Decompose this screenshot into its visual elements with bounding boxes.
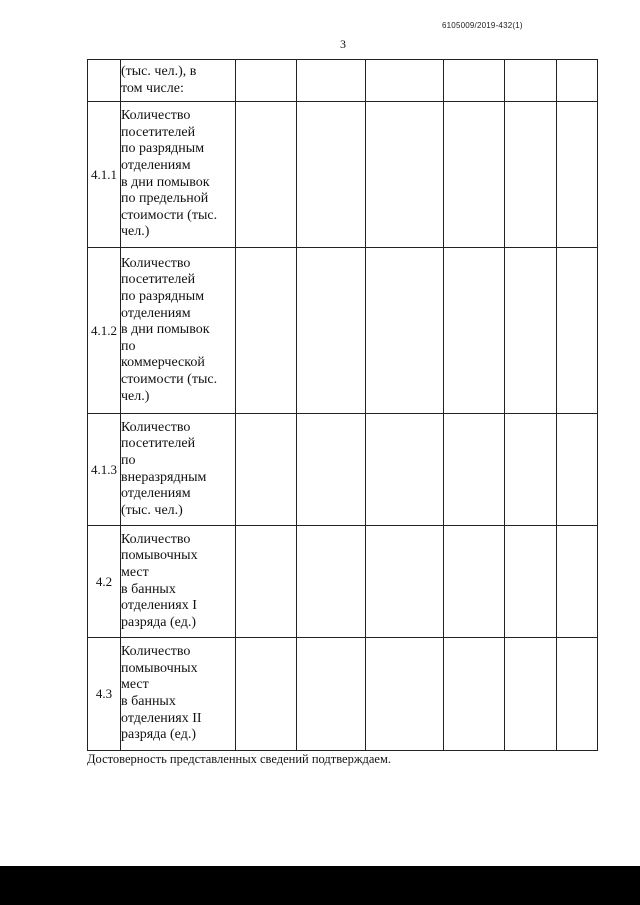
value-cell [297, 102, 366, 248]
row-label-line: Количество [121, 644, 191, 660]
row-label-line: отделениям [121, 305, 191, 321]
row-label [121, 248, 236, 414]
row-code: 4.3 [88, 638, 121, 751]
row-label-line: помывочных [121, 660, 198, 676]
table-row [88, 102, 598, 248]
row-label-line: отделениям [121, 486, 191, 502]
row-code: 4.1.1 [88, 102, 121, 248]
data-table [87, 59, 598, 751]
value-cell [505, 414, 557, 526]
value-cell [297, 638, 366, 751]
row-label-line: Количество [121, 255, 191, 271]
value-cell [366, 248, 444, 414]
value-cell [297, 526, 366, 638]
value-cell [297, 60, 366, 102]
value-cell [505, 102, 557, 248]
row-label-line: отделениях I [121, 598, 197, 614]
value-cell [444, 414, 505, 526]
value-cell [236, 526, 297, 638]
row-label [121, 414, 236, 526]
value-cell [505, 60, 557, 102]
row-label-line: помывочных [121, 548, 198, 564]
row-label-line: по предельной [121, 191, 209, 207]
row-code: 4.1.2 [88, 248, 121, 414]
value-cell [236, 102, 297, 248]
table-body [88, 60, 598, 751]
value-cell [236, 414, 297, 526]
row-label-line: (тыс. чел.) [121, 502, 183, 518]
value-cell [444, 60, 505, 102]
row-label-line: посетителей [121, 272, 196, 288]
table-row [88, 638, 598, 751]
value-cell [505, 526, 557, 638]
row-label-line: стоимости (тыс. [121, 371, 218, 387]
row-label-line: чел.) [121, 224, 150, 240]
value-cell [236, 60, 297, 102]
value-cell [557, 638, 598, 751]
row-label-line: внеразрядным [121, 469, 207, 485]
row-label-line: в банных [121, 694, 176, 709]
row-label [121, 60, 236, 102]
value-cell [366, 102, 444, 248]
value-cell [505, 638, 557, 751]
row-label-line: Количество [121, 419, 191, 435]
scan-bottom-band [0, 866, 640, 905]
value-cell [557, 102, 598, 248]
value-cell [236, 638, 297, 751]
row-label [121, 638, 236, 751]
value-cell [444, 248, 505, 414]
row-label-line: по разрядным [121, 141, 205, 157]
row-label-line: отделениям [121, 157, 191, 173]
row-label-line: посетителей [121, 124, 196, 140]
value-cell [557, 526, 598, 638]
row-label-line: в дни помывок [121, 174, 210, 190]
row-label-line: отделениях II [121, 710, 202, 726]
row-label [121, 526, 236, 638]
value-cell [236, 248, 297, 414]
row-code [88, 60, 121, 102]
row-label-line: стоимости (тыс. [121, 207, 218, 223]
row-label-line: мест [121, 564, 149, 580]
value-cell [366, 526, 444, 638]
row-label-line: чел.) [121, 388, 150, 404]
value-cell [505, 248, 557, 414]
value-cell [444, 526, 505, 638]
row-code: 4.2 [88, 526, 121, 638]
value-cell [366, 60, 444, 102]
row-label-line: том числе: [121, 80, 184, 96]
row-label-line: по [121, 452, 136, 468]
value-cell [444, 638, 505, 751]
row-label-line: разряда (ед.) [121, 614, 196, 630]
row-label-line: коммерческой [121, 355, 205, 371]
row-label [121, 102, 236, 248]
table-row [88, 526, 598, 638]
row-label-line: Количество [121, 108, 191, 124]
row-label-line: разряда (ед.) [121, 727, 196, 743]
document-id: 6105009/2019-432(1) [442, 21, 523, 30]
row-label-line: в дни помывок [121, 322, 210, 338]
row-label-line: мест [121, 677, 149, 693]
value-cell [444, 102, 505, 248]
row-label-line: в банных [121, 581, 176, 597]
value-cell [557, 60, 598, 102]
table-row [88, 414, 598, 526]
value-cell [557, 248, 598, 414]
row-label-line: (тыс. чел.), в [121, 63, 197, 79]
confirmation-note: Достоверность представленных сведений подтверждаем. [87, 752, 391, 766]
row-label-line: по [121, 338, 136, 354]
value-cell [366, 638, 444, 751]
page-number: 3 [340, 37, 346, 51]
row-code: 4.1.3 [88, 414, 121, 526]
value-cell [297, 248, 366, 414]
value-cell [366, 414, 444, 526]
value-cell [557, 414, 598, 526]
table-row [88, 248, 598, 414]
value-cell [297, 414, 366, 526]
row-label-line: посетителей [121, 436, 196, 452]
row-label-line: Количество [121, 531, 191, 547]
row-label-line: по разрядным [121, 289, 205, 305]
table-row [88, 60, 598, 102]
